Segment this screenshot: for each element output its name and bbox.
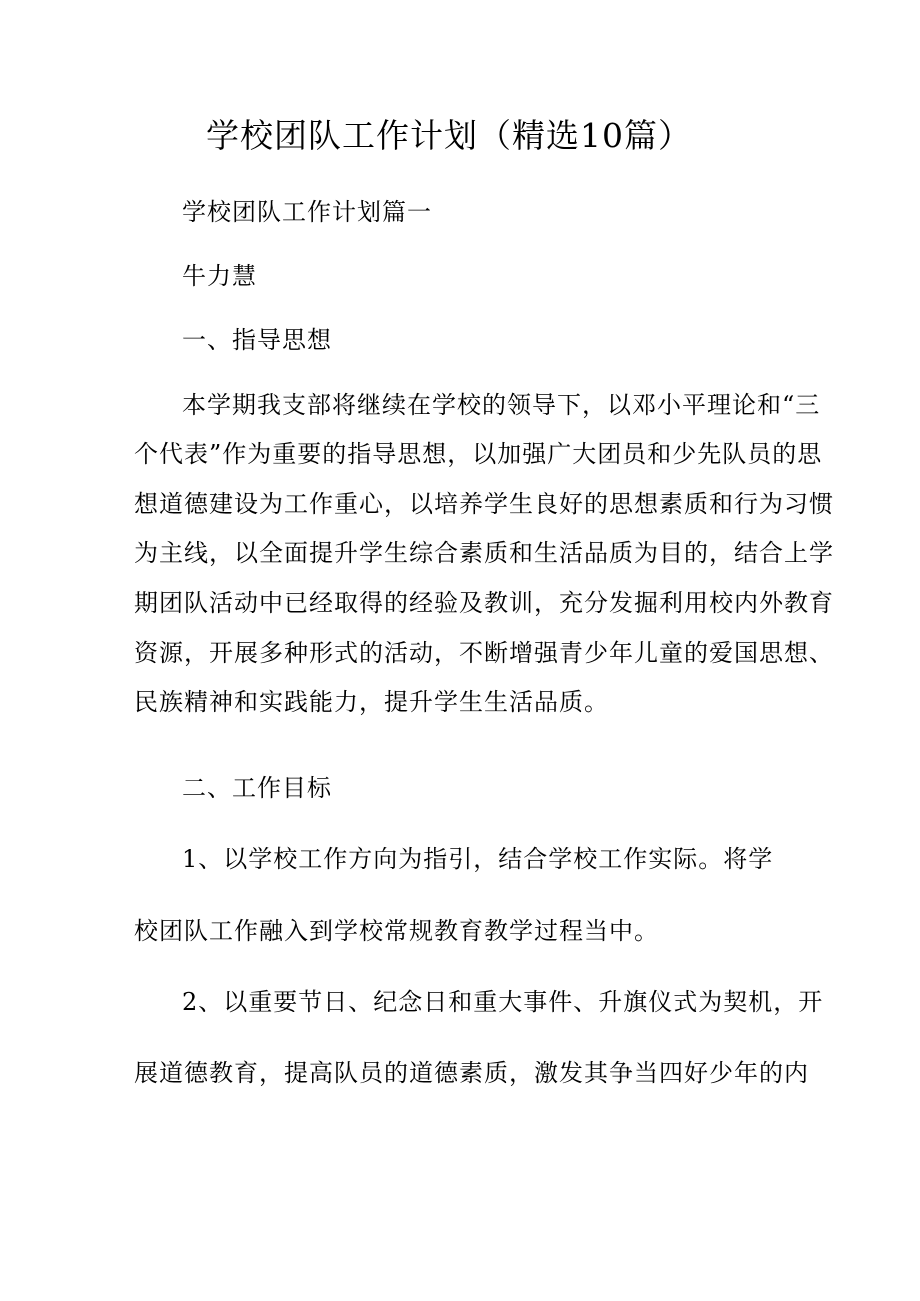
document-title: 学校团队工作计划（精选10篇）: [206, 116, 692, 155]
section-heading: 一、指导思想: [182, 326, 332, 354]
section-heading: 学校团队工作计划篇一: [182, 198, 432, 226]
paragraph-line: 个代表”作为重要的指导思想，以加强广大团员和少先队员的思: [134, 440, 823, 468]
author-name: 牛力慧: [182, 262, 257, 290]
paragraph-line: 期团队活动中已经取得的经验及教训，充分发掘利用校内外教育: [134, 589, 834, 617]
paragraph-line: 民族精神和实践能力，提升学生生活品质。: [134, 688, 609, 716]
section-heading: 二、工作目标: [182, 774, 332, 802]
paragraph-line: 2、以重要节日、纪念日和重大事件、升旗仪式为契机，开: [182, 988, 824, 1016]
paragraph-line: 资源，开展多种形式的活动，不断增强青少年儿童的爱国思想、: [134, 639, 834, 667]
paragraph-line: 想道德建设为工作重心，以培养学生良好的思想素质和行为习惯: [134, 490, 834, 518]
paragraph-line: 展道德教育，提高队员的道德素质，激发其争当四好少年的内: [134, 1059, 809, 1087]
paragraph-line: 为主线，以全面提升学生综合素质和生活品质为目的，结合上学: [134, 539, 834, 567]
paragraph-line: 校团队工作融入到学校常规教育教学过程当中。: [134, 917, 659, 945]
paragraph-line: 本学期我支部将继续在学校的领导下，以邓小平理论和“三: [182, 391, 821, 419]
paragraph-line: 1、以学校工作方向为指引，结合学校工作实际。将学: [182, 845, 774, 873]
